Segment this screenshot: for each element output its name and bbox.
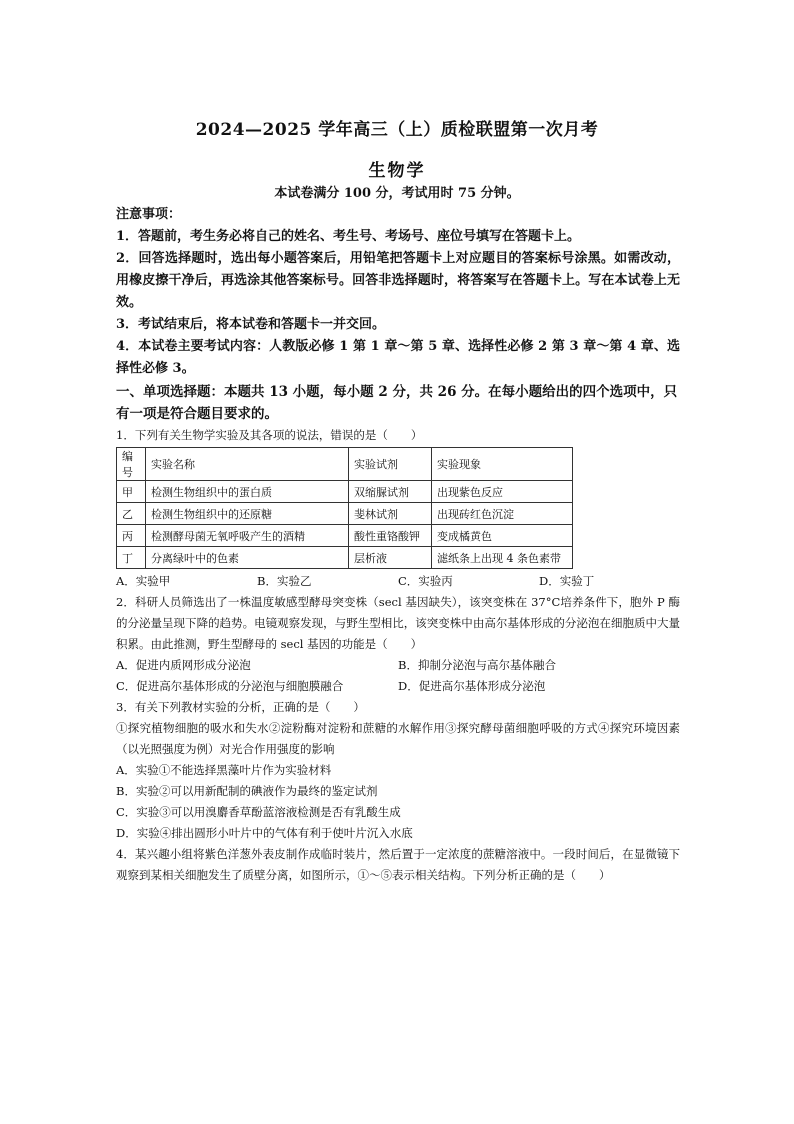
table-header-cell: 编号 [117, 448, 146, 481]
experiment-table [116, 447, 573, 569]
question-2-options-row-1 [116, 655, 680, 676]
exam-title: 2024—2025 学年高三（上）质检联盟第一次月考 [195, 120, 599, 140]
table-cell: 层析液 [349, 547, 432, 569]
option-c: C．实验丙 [398, 574, 453, 588]
table-cell: 检测生物组织中的还原糖 [146, 503, 349, 525]
notice-item-1: 1．答题前，考生务必将自己的姓名、考生号、考场号、座位号填写在答题卡上。 [116, 229, 581, 244]
question-1-options [116, 571, 680, 592]
option-a: A．实验甲 [116, 574, 171, 588]
question-2-options-row-2 [116, 676, 680, 697]
table-cell: 双缩脲试剂 [349, 481, 432, 503]
table-row [117, 503, 573, 525]
table-cell: 酸性重铬酸钾 [349, 525, 432, 547]
table-cell: 丙 [117, 525, 146, 547]
table-cell: 分离绿叶中的色素 [146, 547, 349, 569]
option-d: D．实验丁 [539, 574, 595, 588]
exam-body [116, 204, 680, 886]
table-row [117, 525, 573, 547]
option-b: B．实验乙 [257, 574, 312, 588]
table-cell: 乙 [117, 503, 146, 525]
question-4-stem: 4．某兴趣小组将紫色洋葱外表皮制作成临时装片，然后置于一定浓度的蔗糖溶液中。一段时间后，在显微镜下观察到某相关细胞发生了质壁分离，如图所示，①～⑤表示相关结构。下列分析正确的是（ ） [116, 847, 680, 882]
question-3-description: ①探究植物细胞的吸水和失水②淀粉酶对淀粉和蔗糖的水解作用③探究酵母菌细胞呼吸的方式④探究环境因素（以光照强度为例）对光合作用强度的影响 [116, 721, 680, 756]
option-d: D．促进高尔基体形成分泌泡 [398, 679, 546, 693]
table-cell: 检测酵母菌无氧呼吸产生的酒精 [146, 525, 349, 547]
table-row [117, 547, 573, 569]
table-cell: 出现砖红色沉淀 [432, 503, 573, 525]
table-cell: 变成橘黄色 [432, 525, 573, 547]
notice-item-2: 2．回答选择题时，选出每小题答案后，用铅笔把答题卡上对应题目的答案标号涂黑。如需改动，用橡皮擦干净后，再选涂其他答案标号。回答非选择题时，将答案写在答题卡上。写在本试卷上无效。 [116, 251, 680, 310]
table-cell: 甲 [117, 481, 146, 503]
option-b: B．抑制分泌泡与高尔基体融合 [398, 658, 556, 672]
option-a: A．促进内质网形成分泌泡 [116, 658, 251, 672]
table-row [117, 481, 573, 503]
option-b: B．实验②可以用新配制的碘液作为最终的鉴定试剂 [116, 784, 378, 798]
table-cell: 出现紫色反应 [432, 481, 573, 503]
table-cell: 斐林试剂 [349, 503, 432, 525]
notice-item-3: 3．考试结束后，将本试卷和答题卡一并交回。 [116, 317, 386, 332]
question-3-stem: 3．有关下列教材实验的分析，正确的是（ ） [116, 700, 365, 714]
table-cell: 检测生物组织中的蛋白质 [146, 481, 349, 503]
notice-heading: 注意事项： [116, 207, 182, 222]
exam-meta: 本试卷满分 100 分，考试用时 75 分钟。 [274, 186, 520, 201]
option-c: C．实验③可以用溴麝香草酚蓝溶液检测是否有乳酸生成 [116, 805, 401, 819]
table-header-row [117, 448, 573, 481]
notice-item-4: 4．本试卷主要考试内容：人教版必修 1 第 1 章～第 5 章、选择性必修 2 第 3 章～第 4 章、选择性必修 3。 [116, 339, 680, 376]
question-2-stem: 2．科研人员筛选出了一株温度敏感型酵母突变株（secl 基因缺失），该突变株在 37°C培养条件下，胞外 P 酶的分泌量呈现下降的趋势。电镜观察发现，与野生型相比，该突变株中由高尔基体形成的分泌泡在细胞质中大量积累。由此推测，野生型酵母的 secl 基因的功能是（ ） [116, 595, 680, 651]
section-1-title: 一、单项选择题：本题共 13 小题，每小题 2 分，共 26 分。在每小题给出的四个选项中，只有一项是符合题目要求的。 [116, 384, 678, 422]
option-d: D．实验④排出圆形小叶片中的气体有利于使叶片沉入水底 [116, 826, 413, 840]
question-1-stem: 1．下列有关生物学实验及其各项的说法，错误的是（ ） [116, 428, 423, 442]
option-c: C．促进高尔基体形成的分泌泡与细胞膜融合 [116, 679, 344, 693]
table-header-cell: 实验名称 [146, 448, 349, 481]
table-cell: 丁 [117, 547, 146, 569]
table-header-cell: 实验试剂 [349, 448, 432, 481]
table-header-cell: 实验现象 [432, 448, 573, 481]
table-cell: 滤纸条上出现 4 条色素带 [432, 547, 573, 569]
option-a: A．实验①不能选择黑藻叶片作为实验材料 [116, 763, 332, 777]
subject-title: 生物学 [368, 161, 426, 181]
